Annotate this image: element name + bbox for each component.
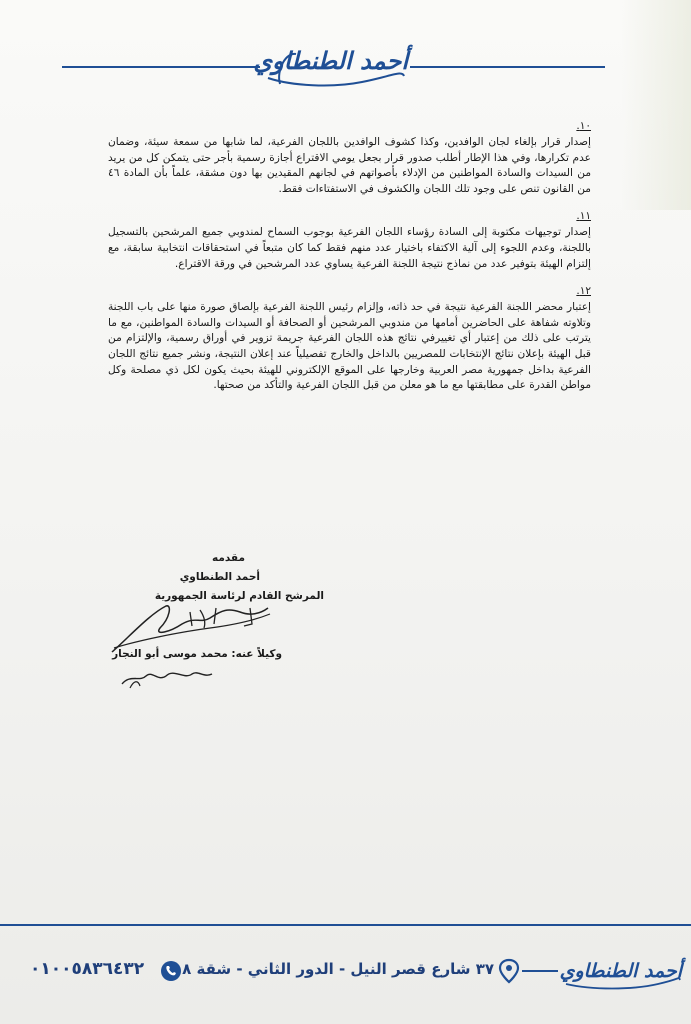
page-edge-shading <box>621 0 691 210</box>
location-pin-icon <box>498 958 520 984</box>
footer-dash <box>522 970 558 972</box>
section-number: ١٢. <box>576 285 591 298</box>
footer-address: ٣٧ شارع قصر النيل - الدور الثاني - شقة ٨ <box>182 960 494 978</box>
section-11 <box>108 210 591 272</box>
section-10 <box>108 120 591 197</box>
section-number: ١٠. <box>576 120 591 132</box>
section-number: ١١. <box>576 210 591 223</box>
signature-title: المرشح القادم لرئاسة الجمهورية <box>154 590 324 602</box>
section-paragraph: إصدار توجيهات مكتوبة إلى السادة رؤساء اللجان الفرعية بوجوب السماح لمندوبي جميع المرشحين بالتسجيل باللجنة، وعدم اللجوء إلى آلية الاكتفاء باختيار عدد منهم فقط كما كان متبعاً في استحقاقات انتخابية سابقة، مع إلتزام الهيئة بتوفير عدد من نماذج نتيجة اللجنة الفرعية يساوي عدد المرشحين في ورقة الاقتراع. <box>108 226 591 270</box>
footer-phone: ٠١٠٠٥٨٣٦٤٣٢ <box>30 959 145 979</box>
handwritten-signature <box>100 548 340 698</box>
section-paragraph: إعتبار محضر اللجنة الفرعية نتيجة في حد ذاته، وإلزام رئيس اللجنة الفرعية بإلصاق صورة منها على باب اللجنة وتلاوته شفاهة على الحاضرين أمامها من مندوبي المرشحين أو الصحافة أو السيدات والسادة المواطنين، مع ما يترتب على ذلك من إعتبار أي تغييرفي نتائج هذه اللجان الفرعية جريمة تزوير في أوراق رسمية، والإلتزام من قبل الهيئة بإعلان نتائج الإنتخابات للمصريين بالداخل والخارج تفصيلياً عند إعلان النتيجة، ونشر جميع نتائج اللجان الفرعية بداخل جمهورية مصر العربية وخارجها على الموقع الإلكتروني للهيئة بحيث يكون لكل ذي مصلحة وكل مواطن القدرة على مطابقتها مع ما هو معلن من قبل اللجان الفرعية والتأكد من صحتها. <box>108 301 591 392</box>
header-logo-text: أحمد الطنطاوي <box>253 46 408 75</box>
signature-intro: مقدمه <box>212 552 245 564</box>
header-rule-right <box>410 66 605 68</box>
phone-icon <box>160 960 182 982</box>
footer-logo-text: أحمد الطنطاوي <box>559 960 682 982</box>
signature-name: أحمد الطنطاوي <box>179 571 260 583</box>
signature-agent: وكيلاً عنه: محمد موسى أبو النجار <box>112 648 282 660</box>
footer-logo <box>559 954 682 994</box>
document-body <box>108 120 591 407</box>
section-12 <box>108 285 591 394</box>
footer <box>0 926 691 1024</box>
signature-block <box>100 548 340 698</box>
header-rule-left <box>62 66 260 68</box>
section-paragraph: إصدار قرار بإلغاء لجان الوافدين، وكذا كشوف الوافدين باللجان الفرعية، لما شابها من سمعة سيئة، وضمان عدم تكرارها، وفي هذا الإطار أطلب صدور قرار بجعل يومي الاقتراع أجازة رسمية بأجر حتى يتمكن كل من يريد من السيدات والسادة المواطنين من الإدلاء بأصواتهم في لجانهم المقيدين بها دون مشقة، علماً بأن المادة ٤٦ من القانون تنص على وجود تلك اللجان والكشوف في الاستفتاءات فقط. <box>108 136 591 195</box>
header-logo <box>253 40 408 92</box>
